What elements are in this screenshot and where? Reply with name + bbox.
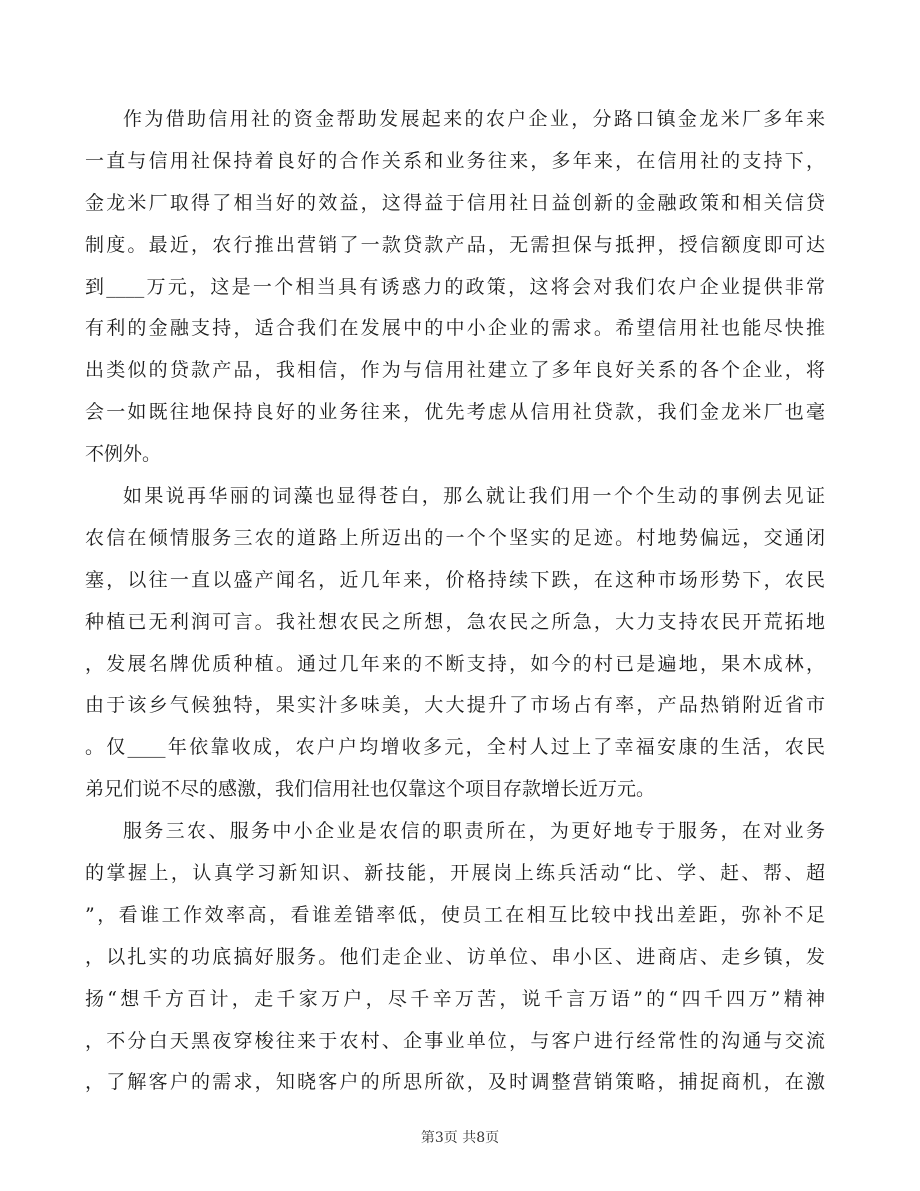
text-line: 弟兄们说不尽的感激，我们信用社也仅靠这个项目存款增长近万元。 <box>85 778 656 801</box>
paragraph-2 <box>85 476 825 811</box>
text-line: 一直与信用社保持着良好的合作关系和业务往来，多年来，在信用社的支持下， <box>85 149 825 172</box>
text-line: 种植已无利润可言。我社想农民之所想，急农民之所急，大力支持农民开荒拓地 <box>85 610 825 633</box>
text-line: 作为借助信用社的资金帮助发展起来的农户企业，分路口镇金龙米厂多年来 <box>123 108 825 130</box>
text-line: 农信在倾情服务三农的道路上所迈出的一个个坚实的足迹。村地势偏远，交通闭 <box>85 526 825 549</box>
text-line: 不例外。 <box>85 443 162 466</box>
text-line: 出类似的贷款产品，我相信，作为与信用社建立了多年良好关系的各个企业，将 <box>85 359 825 382</box>
text-line: 扬“想千方百计，走千家万户，尽千辛万苦，说千言万语”的“四千四万”精神 <box>85 987 825 1010</box>
paragraph-1 <box>85 99 825 476</box>
text-line: 由于该乡气候独特，果实汁多味美，大大提升了市场占有率，产品热销附近省市 <box>85 694 825 717</box>
text-line: ，不分白天黑夜穿梭往来于农村、企事业单位，与客户进行经常性的沟通与交流 <box>85 1029 825 1052</box>
text-line: 金龙米厂取得了相当好的效益，这得益于信用社日益创新的金融政策和相关信贷 <box>85 191 825 214</box>
text-line: 的掌握上，认真学习新知识、新技能，开展岗上练兵活动“比、学、赶、帮、超 <box>85 862 825 885</box>
paragraph-3 <box>85 811 825 1104</box>
text-line: ，发展名牌优质种植。通过几年来的不断支持，如今的村已是遍地，果木成林， <box>85 652 825 675</box>
text-line: 有利的金融支持，适合我们在发展中的中小企业的需求。希望信用社也能尽快推 <box>85 317 825 340</box>
text-line: ”，看谁工作效率高，看谁差错率低，使员工在相互比较中找出差距，弥补不足 <box>85 903 825 926</box>
text-line: ，以扎实的功底搞好服务。他们走企业、访单位、串小区、进商店、走乡镇，发 <box>85 945 825 968</box>
text-line: 服务三农、服务中小企业是农信的职责所在，为更好地专于服务，在对业务 <box>123 820 825 843</box>
document-body <box>85 99 825 1104</box>
text-line: 如果说再华丽的词藻也显得苍白，那么就让我们用一个个生动的事例去见证 <box>123 485 825 508</box>
text-line: 会一如既往地保持良好的业务往来，优先考虑从信用社贷款，我们金龙米厂也毫 <box>85 401 825 424</box>
text-line: ，了解客户的需求，知晓客户的所思所欲，及时调整营销策略，捕捉商机，在激 <box>85 1071 825 1094</box>
text-line: 到____万元，这是一个相当具有诱惑力的政策，这将会对我们农户企业提供非常 <box>85 275 825 298</box>
text-line: 制度。最近，农行推出营销了一款贷款产品，无需担保与抵押，授信额度即可达 <box>85 233 825 256</box>
page-number-footer: 第3页 共8页 <box>420 1130 500 1146</box>
text-line: 塞，以往一直以盛产闻名，近几年来，价格持续下跌，在这种市场形势下，农民 <box>85 568 825 591</box>
text-line: 。仅____年依靠收成，农户户均增收多元，全村人过上了幸福安康的生活，农民 <box>85 736 825 759</box>
